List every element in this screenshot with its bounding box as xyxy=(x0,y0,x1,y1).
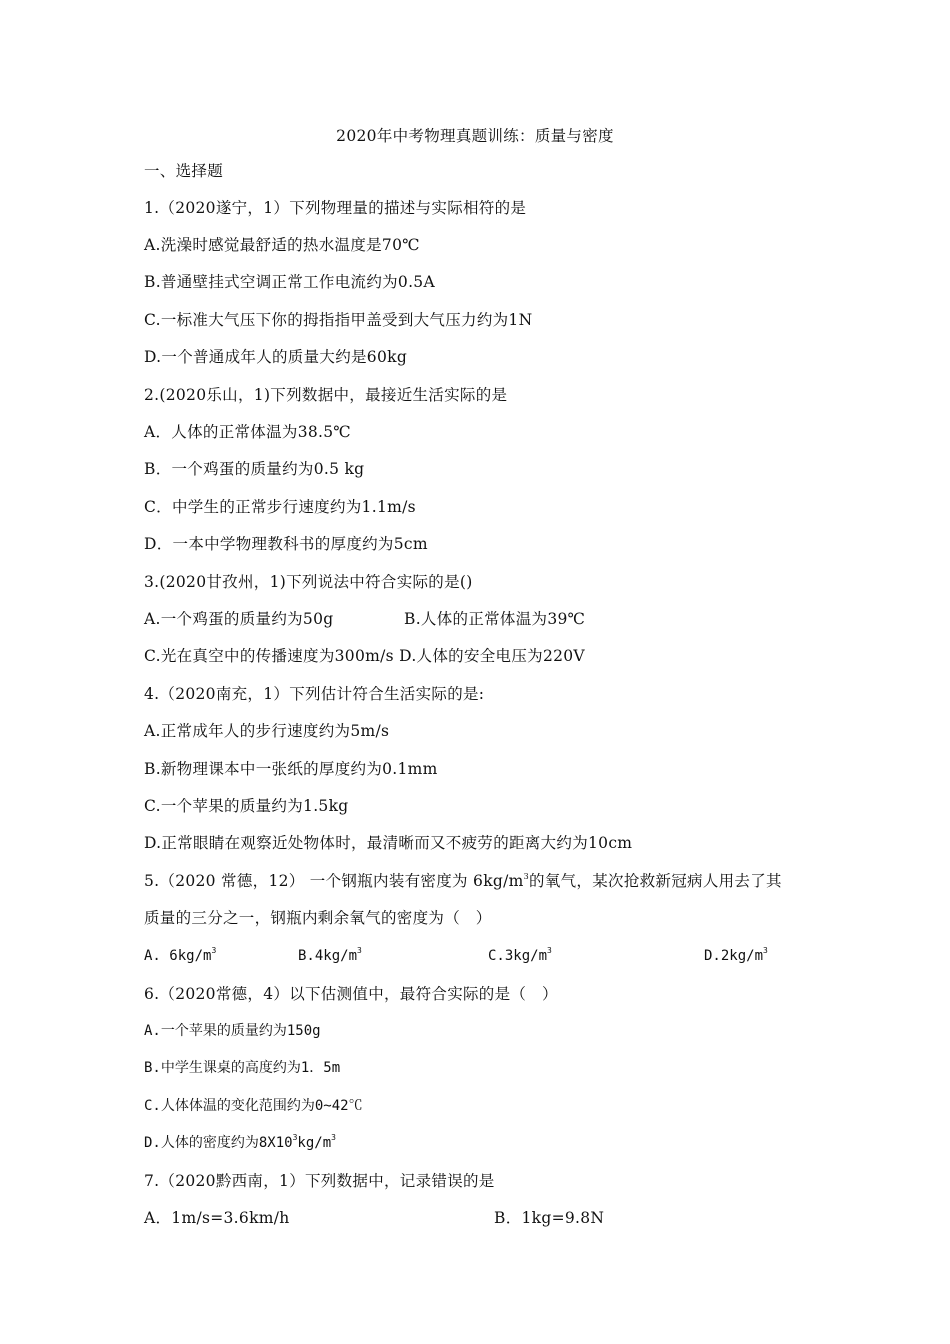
q5-stem-line-2: 质量的三分之一，钢瓶内剩余氧气的密度为（ ） xyxy=(144,909,492,927)
q5-option-c: $C.3kg/m^3$ xyxy=(488,946,552,964)
q2-option-d: D．一本中学物理教科书的厚度约为5cm xyxy=(144,535,428,553)
q1-option-a: A.洗澡时感觉最舒适的热水温度是70℃ xyxy=(144,236,420,254)
q6-option-a: A.一个苹果的质量约为150g xyxy=(144,1023,321,1039)
q2-option-c: C．中学生的正常步行速度约为1.1m/s xyxy=(144,498,416,516)
q3-options-row-1 xyxy=(144,609,586,629)
q5-stem-pre: 5.（2020 常德，12） 一个钢瓶内装有密度为 6kg/m xyxy=(144,872,524,890)
q2-stem: 2.(2020乐山，1)下列数据中，最接近生活实际的是 xyxy=(144,386,508,404)
q3-options-row-2 xyxy=(144,646,585,666)
q7-stem: 7.（2020黔西南，1）下列数据中，记录错误的是 xyxy=(144,1172,495,1190)
q6-option-b: B.中学生课桌的高度约为1．5m xyxy=(144,1060,341,1076)
q4-option-b: B.新物理课本中一张纸的厚度约为0.1mm xyxy=(144,760,438,778)
q1-option-c: C.一标准大气压下你的拇指指甲盖受到大气压力约为1N xyxy=(144,311,533,329)
q4-option-c: C.一个苹果的质量约为1.5kg xyxy=(144,797,349,815)
q5-stem xyxy=(144,871,782,891)
q3-option-a: A.一个鸡蛋的质量约为50g xyxy=(144,610,334,628)
q5-option-b: $B.4kg/m^3$ xyxy=(298,946,362,964)
q7-options-row xyxy=(144,1208,605,1228)
q3-option-d: D.人体的安全电压为220V xyxy=(399,647,585,665)
q7-option-b: B．1kg=9.8N xyxy=(494,1209,605,1227)
q6-stem: 6.（2020常德，4）以下估测值中，最符合实际的是（ ） xyxy=(144,985,558,1003)
q1-option-d: D.一个普通成年人的质量大约是60kg xyxy=(144,348,408,366)
q6-option-c: C.人体体温的变化范围约为0~42℃ xyxy=(144,1098,363,1114)
q5-option-a: A. $6kg/m^3$ xyxy=(144,946,217,964)
q4-option-a: A.正常成年人的步行速度约为5m/s xyxy=(144,722,390,740)
q5-stem-post: 的氧气，某次抢救新冠病人用去了其 xyxy=(529,872,782,890)
q5-option-d: $D.2kg/m^3$ xyxy=(704,946,768,964)
q7-option-a: A．1m/s=3.6km/h xyxy=(144,1209,290,1227)
q6-option-d: D.人体的密度约为$8X10^3kg/m^3$ xyxy=(144,1133,336,1151)
q2-option-a: A．人体的正常体温为38.5℃ xyxy=(144,423,352,441)
q2-option-b: B．一个鸡蛋的质量约为0.5 kg xyxy=(144,460,365,478)
section-heading: 一、选择题 xyxy=(144,162,224,180)
q3-option-b: B.人体的正常体温为39℃ xyxy=(404,610,586,628)
q5-stem-superscript: 3 xyxy=(523,872,530,881)
q3-stem: 3.(2020甘孜州，1)下列说法中符合实际的是() xyxy=(144,573,473,591)
q4-option-d: D.正常眼睛在观察近处物体时，最清晰而又不疲劳的距离大约为10cm xyxy=(144,834,633,852)
q1-stem: 1.（2020遂宁，1）下列物理量的描述与实际相符的是 xyxy=(144,199,527,217)
page-title: 2020年中考物理真题训练：质量与密度 xyxy=(336,127,614,145)
q1-option-b: B.普通壁挂式空调正常工作电流约为0.5A xyxy=(144,273,435,291)
q3-option-c: C.光在真空中的传播速度为300m/s xyxy=(144,647,394,665)
q4-stem: 4.（2020南充，1）下列估计符合生活实际的是: xyxy=(144,685,485,703)
